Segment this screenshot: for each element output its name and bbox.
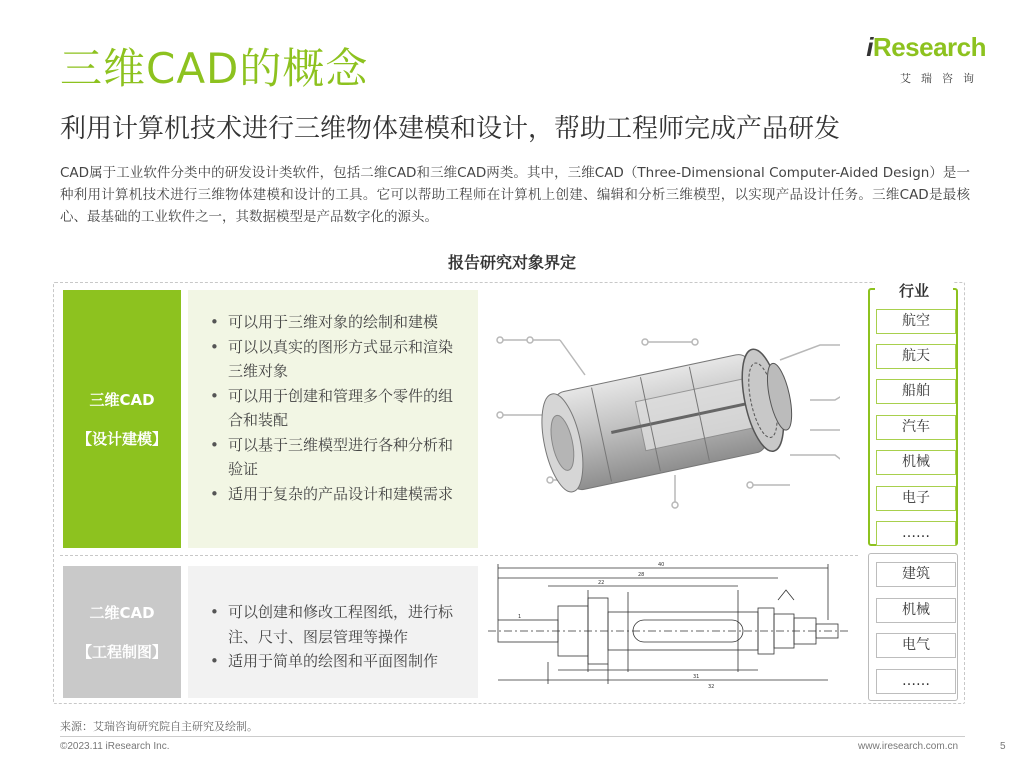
industry-item: 机械	[876, 450, 956, 475]
section-divider	[60, 555, 858, 556]
cad2d-type: 【工程制图】	[76, 643, 167, 661]
source-note: 来源：艾瑞咨询研究院自主研究及绘制。	[60, 720, 258, 733]
cad3d-label	[63, 290, 181, 548]
feature-item: • 可以用于三维对象的绘制和建模	[208, 310, 466, 335]
industry-item: 航天	[876, 344, 956, 369]
section-title: 报告研究对象界定	[447, 253, 576, 272]
svg-text:1: 1	[518, 614, 522, 620]
cad2d-features	[188, 566, 478, 698]
industry-item: ……	[876, 669, 956, 694]
industry-item: 机械	[876, 598, 956, 623]
industry-item: 电子	[876, 486, 956, 511]
logo-brand: iResearch	[866, 32, 986, 62]
footer-divider	[60, 736, 965, 737]
cad2d-name: 二维CAD	[89, 604, 155, 622]
industry-item: ……	[876, 521, 956, 546]
2d-drawing-image	[488, 560, 853, 698]
page-subtitle: 利用计算机技术进行三维物体建模和设计，帮助工程师完成产品研发	[60, 114, 841, 144]
logo-chinese-name: 艾瑞咨询	[900, 72, 984, 85]
cad3d-features	[188, 290, 478, 548]
industry-item: 航空	[876, 309, 956, 334]
feature-item: • 适用于简单的绘图和平面图制作	[208, 649, 466, 674]
intro-paragraph: CAD属于工业软件分类中的研发设计类软件，包括二维CAD和三维CAD两类。其中，三维CAD（Three-Dimensional Computer-Aided Design）是一种利用计算机技术进行三维物体建模和设计的工具。它可以帮助工程师在计算机上创建、编辑和分析三维模型，以实现产品设计任务。三维CAD是最核心、最基础的工业软件之一，其数据模型是产品数字化的源头。	[60, 165, 970, 225]
page-number: 5	[1000, 741, 1006, 752]
svg-text:28: 28	[638, 572, 645, 578]
industry-item: 船舶	[876, 379, 956, 404]
cad3d-type: 【设计建模】	[76, 430, 167, 448]
cad2d-label	[63, 566, 181, 698]
feature-item: • 可以创建和修改工程图纸，进行标注、尺寸、图层管理等操作	[208, 600, 466, 649]
feature-item: • 可以以真实的图形方式显示和渲染三维对象	[208, 335, 466, 384]
website-link[interactable]: www.iresearch.com.cn	[858, 741, 959, 752]
copyright: ©2023.11 iResearch Inc.	[60, 741, 170, 752]
feature-item: • 可以用于创建和管理多个零件的组合和装配	[208, 384, 466, 433]
svg-text:40: 40	[658, 562, 665, 568]
industry-item: 电气	[876, 633, 956, 658]
industry-title: 行业	[875, 280, 953, 301]
cad3d-name: 三维CAD	[89, 391, 155, 409]
page-title: 三维CAD的概念	[60, 44, 369, 93]
feature-item: • 适用于复杂的产品设计和建模需求	[208, 482, 466, 507]
svg-text:22: 22	[598, 580, 605, 586]
industry-item: 建筑	[876, 562, 956, 587]
industry-item: 汽车	[876, 415, 956, 440]
feature-item: • 可以基于三维模型进行各种分析和验证	[208, 433, 466, 482]
iresearch-logo	[866, 32, 986, 92]
svg-text:32: 32	[708, 684, 715, 690]
svg-text:31: 31	[693, 674, 700, 680]
3d-model-image	[490, 300, 840, 520]
